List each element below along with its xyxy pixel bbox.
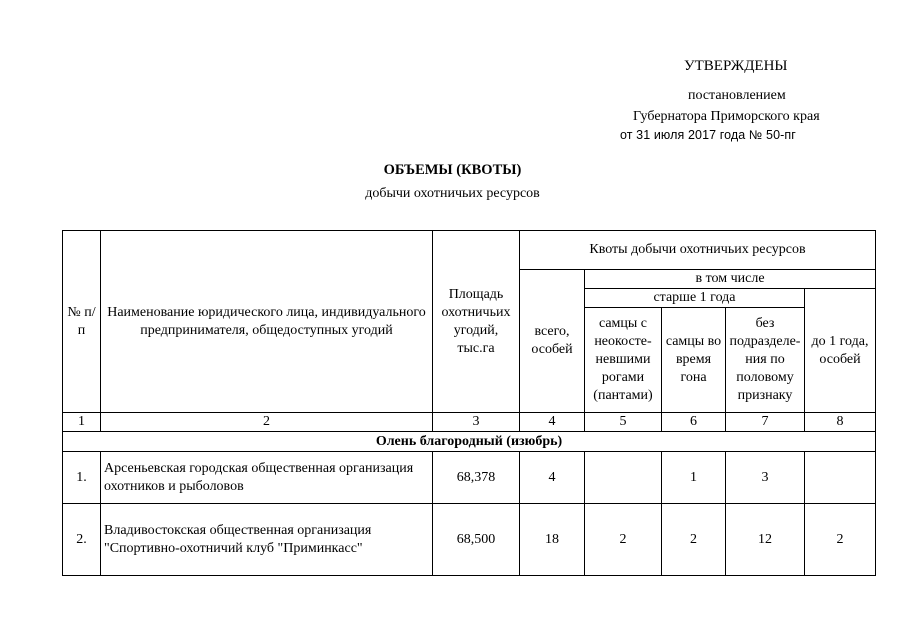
row-under-year [805, 452, 876, 504]
row-under-year: 2 [805, 504, 876, 576]
row-area: 68,500 [433, 504, 520, 576]
row-name: Арсеньевская городская общественная организация охотников и рыболовов [101, 452, 433, 504]
header-older-than-year: старше 1 года [585, 289, 805, 308]
row-total: 18 [520, 504, 585, 576]
header-including: в том числе [585, 270, 876, 289]
header-males-rut: самцы во время гона [662, 308, 726, 413]
row-males-rut: 1 [662, 452, 726, 504]
row-no-sex: 12 [726, 504, 805, 576]
header-males-antlers: самцы с неокосте-невшими рогами (пантами) [585, 308, 662, 413]
row-no-sex: 3 [726, 452, 805, 504]
row-num: 2. [63, 504, 101, 576]
approval-date-number: от 31 июля 2017 года № 50-пг [620, 128, 796, 142]
row-name: Владивостокская общественная организация "Спортивно-охотничий клуб "Приминкасс" [101, 504, 433, 576]
column-number: 4 [520, 413, 585, 432]
approval-title: УТВЕРЖДЕНЫ [684, 58, 788, 74]
column-number-row [63, 413, 876, 432]
header-under-year: до 1 года, особей [805, 289, 876, 413]
row-males-antlers [585, 452, 662, 504]
column-number: 5 [585, 413, 662, 432]
approval-block [600, 56, 890, 140]
row-num: 1. [63, 452, 101, 504]
header-no-sex: без подразделе-ния по половому признаку [726, 308, 805, 413]
column-number: 7 [726, 413, 805, 432]
row-total: 4 [520, 452, 585, 504]
row-males-rut: 2 [662, 504, 726, 576]
column-number: 2 [101, 413, 433, 432]
header-name: Наименование юридического лица, индивидуального предпринимателя, общедоступных угодий [101, 231, 433, 413]
table-row [63, 452, 876, 504]
header-num: № п/п [63, 231, 101, 413]
approval-governor-label: Губернатора Приморского края [633, 109, 820, 124]
document-title: ОБЪЕМЫ (КВОТЫ) [383, 162, 522, 178]
row-males-antlers: 2 [585, 504, 662, 576]
column-number: 1 [63, 413, 101, 432]
table-row [63, 504, 876, 576]
header-area: Площадь охотничьих угодий, тыс.га [433, 231, 520, 413]
column-number: 8 [805, 413, 876, 432]
quota-table [62, 230, 876, 576]
approval-resolution-label: постановлением [688, 88, 786, 103]
section-heading: Олень благородный (изюбрь) [63, 432, 876, 452]
column-number: 6 [662, 413, 726, 432]
header-quotas: Квоты добычи охотничьих ресурсов [520, 231, 876, 270]
document-subtitle: добычи охотничьих ресурсов [365, 186, 540, 201]
header-total: всего, особей [520, 270, 585, 413]
row-area: 68,378 [433, 452, 520, 504]
column-number: 3 [433, 413, 520, 432]
